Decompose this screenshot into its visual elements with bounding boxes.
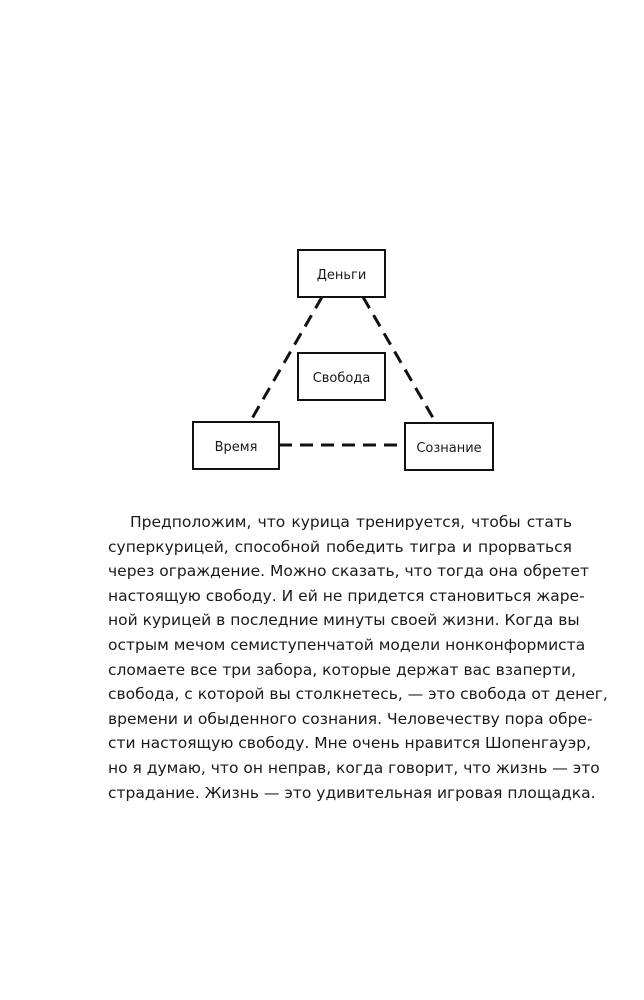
node-freedom-label: Свобода (312, 371, 371, 386)
node-money (298, 250, 385, 297)
paragraph-line: сломаете все три забора, которые держат вас взаперти, (108, 660, 576, 679)
paragraph-line: но я думаю, что он неправ, когда говорит, что жизнь — это (108, 758, 600, 777)
node-consciousness-label: Сознание (416, 441, 482, 456)
body-paragraph (108, 510, 608, 805)
paragraph-line: ной курицей в последние минуты своей жизни. Когда вы (108, 611, 580, 630)
node-freedom (298, 353, 385, 400)
paragraph-line: сти настоящую свободу. Мне очень нравится Шопенгауэр, (108, 734, 591, 753)
paragraph-line: суперкурицей, способной победить тигра и прорваться (108, 537, 572, 556)
paragraph-line: времени и обыденного сознания. Человечеству пора обре- (108, 709, 593, 728)
node-money-label: Деньги (316, 268, 367, 283)
node-time (193, 422, 279, 469)
paragraph-line: Предположим, что курица тренируется, чтобы стать (130, 513, 572, 531)
paragraph-line: страдание. Жизнь — это удивительная игровая площадка. (108, 783, 596, 802)
paragraph-line: свобода, с которой вы столкнетесь, — это свобода от денег, (108, 685, 608, 704)
node-time-label: Время (214, 440, 258, 455)
paragraph-line: настоящую свободу. И ей не придется становиться жаре- (108, 586, 585, 605)
paragraph-line: через ограждение. Можно сказать, что тогда она обретет (108, 562, 589, 581)
paragraph-line: острым мечом семиступенчатой модели нонконформиста (108, 635, 586, 654)
node-consciousness (405, 423, 493, 470)
